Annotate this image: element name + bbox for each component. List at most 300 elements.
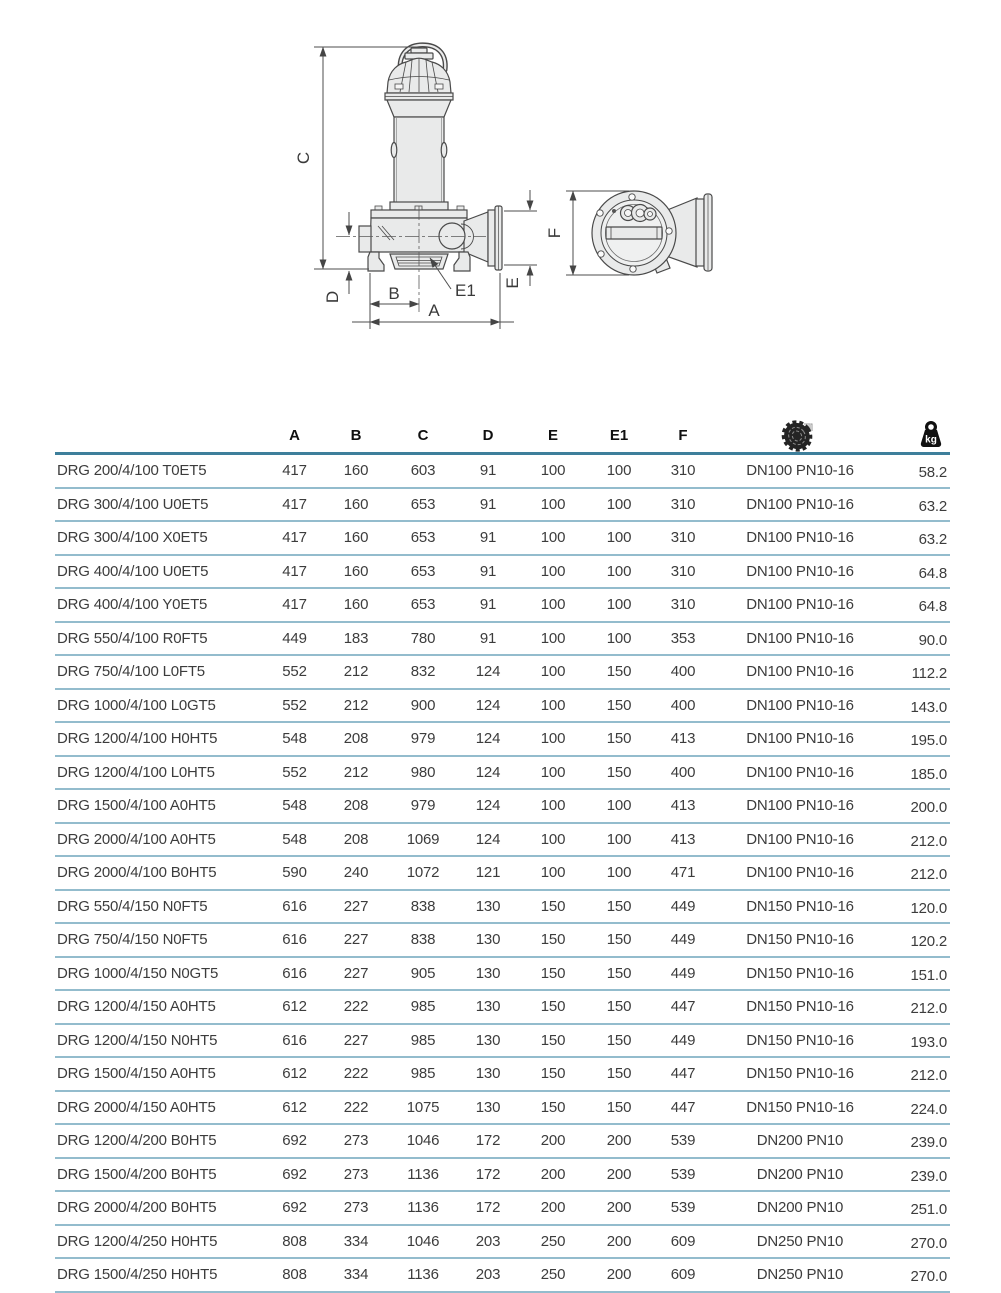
cell-d: 130 [456, 957, 520, 991]
table-row [55, 454, 950, 488]
cell-kg: 212.0 [886, 856, 950, 890]
header-b: B [322, 418, 390, 454]
cell-a: 616 [267, 957, 322, 991]
cell-e: 100 [520, 555, 586, 589]
cell-kg: 251.0 [886, 1191, 950, 1225]
cell-a: 548 [267, 823, 322, 857]
cell-e1: 200 [586, 1124, 652, 1158]
table-row [55, 1225, 950, 1259]
table-row [55, 655, 950, 689]
table-row [55, 756, 950, 790]
header-d: D [456, 418, 520, 454]
cell-d: 172 [456, 1158, 520, 1192]
cell-kg: 63.2 [886, 521, 950, 555]
cell-c: 1075 [390, 1091, 456, 1125]
cell-e: 100 [520, 789, 586, 823]
cell-c: 603 [390, 454, 456, 488]
header-c: C [390, 418, 456, 454]
header-weight [886, 418, 950, 454]
cell-f: 310 [652, 588, 714, 622]
cell-c: 985 [390, 990, 456, 1024]
cell-f: 539 [652, 1191, 714, 1225]
pump-drawing-svg [0, 0, 1001, 400]
dimension-table-body [55, 454, 950, 1292]
header-e: E [520, 418, 586, 454]
cell-d: 130 [456, 990, 520, 1024]
cell-model: DRG 2000/4/150 A0HT5 [55, 1091, 267, 1125]
cell-a: 612 [267, 990, 322, 1024]
cell-kg: 120.2 [886, 923, 950, 957]
cell-dn: DN100 PN10-16 [714, 488, 886, 522]
cell-e: 100 [520, 689, 586, 723]
cell-f: 447 [652, 990, 714, 1024]
flange-icon [780, 418, 820, 452]
cell-dn: DN250 PN10 [714, 1258, 886, 1292]
table-row [55, 588, 950, 622]
cell-e: 150 [520, 990, 586, 1024]
cell-model: DRG 2000/4/100 A0HT5 [55, 823, 267, 857]
cell-a: 616 [267, 890, 322, 924]
cell-d: 124 [456, 789, 520, 823]
table-row [55, 1191, 950, 1225]
cell-model: DRG 200/4/100 T0ET5 [55, 454, 267, 488]
dim-label-a: A [428, 301, 440, 320]
cell-b: 183 [322, 622, 390, 656]
table-row [55, 990, 950, 1024]
cell-e: 100 [520, 823, 586, 857]
cell-e1: 150 [586, 722, 652, 756]
table-row [55, 521, 950, 555]
cell-e: 250 [520, 1258, 586, 1292]
dimension-table [55, 418, 950, 1293]
dim-label-f: F [545, 227, 564, 239]
cell-dn: DN150 PN10-16 [714, 1091, 886, 1125]
cell-dn: DN100 PN10-16 [714, 789, 886, 823]
cell-model: DRG 1500/4/150 A0HT5 [55, 1057, 267, 1091]
cell-dn: DN200 PN10 [714, 1158, 886, 1192]
cell-dn: DN200 PN10 [714, 1191, 886, 1225]
cell-a: 417 [267, 555, 322, 589]
cell-e1: 150 [586, 923, 652, 957]
cell-d: 91 [456, 622, 520, 656]
cell-kg: 239.0 [886, 1124, 950, 1158]
cell-e1: 100 [586, 856, 652, 890]
cell-kg: 120.0 [886, 890, 950, 924]
cell-model: DRG 1200/4/250 H0HT5 [55, 1225, 267, 1259]
cell-model: DRG 1500/4/200 B0HT5 [55, 1158, 267, 1192]
cell-c: 905 [390, 957, 456, 991]
cell-e: 100 [520, 488, 586, 522]
cell-e1: 200 [586, 1225, 652, 1259]
dim-label-e: E [503, 277, 522, 289]
cell-b: 212 [322, 689, 390, 723]
table-header-row [55, 418, 950, 454]
cell-a: 808 [267, 1258, 322, 1292]
cell-e1: 150 [586, 1057, 652, 1091]
pump-top-view [592, 191, 712, 275]
cell-c: 900 [390, 689, 456, 723]
cell-kg: 185.0 [886, 756, 950, 790]
cell-f: 353 [652, 622, 714, 656]
cell-e1: 150 [586, 957, 652, 991]
cell-e: 200 [520, 1191, 586, 1225]
cell-d: 172 [456, 1191, 520, 1225]
cell-b: 222 [322, 990, 390, 1024]
cell-d: 124 [456, 756, 520, 790]
cell-model: DRG 1000/4/100 L0GT5 [55, 689, 267, 723]
cell-kg: 195.0 [886, 722, 950, 756]
cell-b: 222 [322, 1057, 390, 1091]
cell-kg: 200.0 [886, 789, 950, 823]
cell-d: 130 [456, 890, 520, 924]
cell-c: 985 [390, 1057, 456, 1091]
cell-f: 310 [652, 521, 714, 555]
cell-d: 91 [456, 454, 520, 488]
cell-dn: DN200 PN10 [714, 1124, 886, 1158]
cell-kg: 212.0 [886, 823, 950, 857]
cell-d: 91 [456, 588, 520, 622]
header-flange [714, 418, 886, 454]
cell-e1: 150 [586, 890, 652, 924]
cell-dn: DN100 PN10-16 [714, 622, 886, 656]
table-row [55, 722, 950, 756]
cell-b: 222 [322, 1091, 390, 1125]
cell-kg: 90.0 [886, 622, 950, 656]
cell-dn: DN100 PN10-16 [714, 856, 886, 890]
cell-c: 979 [390, 722, 456, 756]
cell-f: 449 [652, 1024, 714, 1058]
table-row [55, 1124, 950, 1158]
cell-d: 130 [456, 1057, 520, 1091]
cell-f: 449 [652, 890, 714, 924]
cell-b: 208 [322, 722, 390, 756]
cell-b: 240 [322, 856, 390, 890]
cell-e: 150 [520, 1057, 586, 1091]
cell-a: 417 [267, 588, 322, 622]
cell-model: DRG 1200/4/100 H0HT5 [55, 722, 267, 756]
cell-dn: DN100 PN10-16 [714, 521, 886, 555]
cell-dn: DN250 PN10 [714, 1225, 886, 1259]
dim-label-d: D [323, 290, 342, 304]
cell-c: 780 [390, 622, 456, 656]
cell-e1: 100 [586, 488, 652, 522]
cell-kg: 212.0 [886, 1057, 950, 1091]
cell-c: 1046 [390, 1225, 456, 1259]
cell-a: 449 [267, 622, 322, 656]
cell-model: DRG 2000/4/200 B0HT5 [55, 1191, 267, 1225]
cell-c: 1069 [390, 823, 456, 857]
header-e1: E1 [586, 418, 652, 454]
cell-e1: 150 [586, 756, 652, 790]
cell-dn: DN100 PN10-16 [714, 588, 886, 622]
table-row [55, 957, 950, 991]
cell-e1: 150 [586, 1091, 652, 1125]
table-row [55, 1258, 950, 1292]
cell-kg: 143.0 [886, 689, 950, 723]
cell-a: 548 [267, 789, 322, 823]
cell-d: 124 [456, 655, 520, 689]
table-row [55, 488, 950, 522]
cell-e1: 100 [586, 622, 652, 656]
cell-e1: 100 [586, 454, 652, 488]
cell-f: 449 [652, 957, 714, 991]
cell-d: 203 [456, 1258, 520, 1292]
cell-model: DRG 750/4/150 N0FT5 [55, 923, 267, 957]
cell-f: 310 [652, 454, 714, 488]
cell-c: 653 [390, 521, 456, 555]
cell-model: DRG 400/4/100 U0ET5 [55, 555, 267, 589]
cell-b: 227 [322, 957, 390, 991]
cell-a: 590 [267, 856, 322, 890]
cell-d: 203 [456, 1225, 520, 1259]
dim-label-b: B [388, 284, 400, 303]
cell-c: 1136 [390, 1191, 456, 1225]
cell-dn: DN100 PN10-16 [714, 823, 886, 857]
svg-text:kg: kg [925, 434, 937, 446]
cell-b: 334 [322, 1225, 390, 1259]
cell-f: 310 [652, 555, 714, 589]
cell-f: 400 [652, 655, 714, 689]
cell-c: 985 [390, 1024, 456, 1058]
cell-dn: DN150 PN10-16 [714, 990, 886, 1024]
cell-d: 130 [456, 1024, 520, 1058]
cell-e1: 200 [586, 1258, 652, 1292]
cell-model: DRG 1000/4/150 N0GT5 [55, 957, 267, 991]
cell-b: 273 [322, 1158, 390, 1192]
cell-dn: DN150 PN10-16 [714, 957, 886, 991]
cell-model: DRG 750/4/100 L0FT5 [55, 655, 267, 689]
cell-dn: DN100 PN10-16 [714, 756, 886, 790]
cell-e: 100 [520, 521, 586, 555]
cell-dn: DN150 PN10-16 [714, 923, 886, 957]
cell-f: 449 [652, 923, 714, 957]
cell-model: DRG 300/4/100 U0ET5 [55, 488, 267, 522]
cell-e: 100 [520, 655, 586, 689]
table-row [55, 555, 950, 589]
cell-b: 208 [322, 789, 390, 823]
cell-kg: 239.0 [886, 1158, 950, 1192]
cell-kg: 193.0 [886, 1024, 950, 1058]
cell-kg: 270.0 [886, 1258, 950, 1292]
cell-d: 124 [456, 722, 520, 756]
cell-e: 250 [520, 1225, 586, 1259]
cell-e: 150 [520, 1091, 586, 1125]
cell-e: 150 [520, 957, 586, 991]
cell-c: 653 [390, 555, 456, 589]
cell-f: 609 [652, 1258, 714, 1292]
cell-b: 208 [322, 823, 390, 857]
cell-a: 552 [267, 756, 322, 790]
cell-d: 172 [456, 1124, 520, 1158]
cell-e1: 200 [586, 1191, 652, 1225]
table-row [55, 1158, 950, 1192]
table-row [55, 789, 950, 823]
cell-f: 310 [652, 488, 714, 522]
cell-e1: 150 [586, 689, 652, 723]
cell-dn: DN150 PN10-16 [714, 890, 886, 924]
cell-f: 400 [652, 756, 714, 790]
cell-e1: 100 [586, 521, 652, 555]
cell-kg: 112.2 [886, 655, 950, 689]
cell-model: DRG 1200/4/150 A0HT5 [55, 990, 267, 1024]
cell-kg: 270.0 [886, 1225, 950, 1259]
cell-c: 1136 [390, 1258, 456, 1292]
cell-f: 447 [652, 1091, 714, 1125]
cell-b: 273 [322, 1124, 390, 1158]
cell-kg: 212.0 [886, 990, 950, 1024]
cell-c: 1072 [390, 856, 456, 890]
cell-e: 150 [520, 923, 586, 957]
cell-e1: 100 [586, 588, 652, 622]
cell-model: DRG 1200/4/150 N0HT5 [55, 1024, 267, 1058]
cell-a: 417 [267, 488, 322, 522]
cell-e1: 150 [586, 1024, 652, 1058]
cell-kg: 64.8 [886, 555, 950, 589]
cell-a: 612 [267, 1091, 322, 1125]
cell-d: 91 [456, 521, 520, 555]
dim-label-c: C [294, 151, 313, 165]
cell-model: DRG 1200/4/200 B0HT5 [55, 1124, 267, 1158]
cell-c: 1046 [390, 1124, 456, 1158]
cell-b: 227 [322, 923, 390, 957]
table-row [55, 622, 950, 656]
cell-e1: 100 [586, 789, 652, 823]
cell-dn: DN100 PN10-16 [714, 722, 886, 756]
cell-c: 832 [390, 655, 456, 689]
cell-e: 200 [520, 1158, 586, 1192]
cell-dn: DN150 PN10-16 [714, 1057, 886, 1091]
cell-dn: DN100 PN10-16 [714, 454, 886, 488]
cell-c: 838 [390, 923, 456, 957]
cell-a: 417 [267, 454, 322, 488]
cell-model: DRG 1500/4/250 H0HT5 [55, 1258, 267, 1292]
cell-a: 692 [267, 1124, 322, 1158]
table-row [55, 1024, 950, 1058]
cell-f: 413 [652, 823, 714, 857]
cell-a: 552 [267, 689, 322, 723]
cell-e1: 200 [586, 1158, 652, 1192]
cell-c: 980 [390, 756, 456, 790]
cell-dn: DN100 PN10-16 [714, 555, 886, 589]
cell-d: 124 [456, 823, 520, 857]
header-model [55, 418, 267, 454]
cell-f: 447 [652, 1057, 714, 1091]
cell-d: 121 [456, 856, 520, 890]
table-row [55, 823, 950, 857]
dim-label-e1: E1 [455, 281, 476, 300]
cell-e: 100 [520, 454, 586, 488]
cell-b: 160 [322, 521, 390, 555]
cell-b: 227 [322, 1024, 390, 1058]
cell-kg: 64.8 [886, 588, 950, 622]
cell-model: DRG 2000/4/100 B0HT5 [55, 856, 267, 890]
weight-kg-icon [918, 421, 944, 449]
cell-d: 91 [456, 555, 520, 589]
cell-d: 91 [456, 488, 520, 522]
cell-model: DRG 1200/4/100 L0HT5 [55, 756, 267, 790]
cell-e: 200 [520, 1124, 586, 1158]
cell-kg: 224.0 [886, 1091, 950, 1125]
cell-f: 539 [652, 1124, 714, 1158]
cell-e: 150 [520, 890, 586, 924]
cell-a: 692 [267, 1191, 322, 1225]
cell-b: 160 [322, 454, 390, 488]
cell-e1: 150 [586, 655, 652, 689]
cell-model: DRG 550/4/150 N0FT5 [55, 890, 267, 924]
cell-f: 471 [652, 856, 714, 890]
cell-c: 838 [390, 890, 456, 924]
cell-e1: 100 [586, 555, 652, 589]
cell-e: 100 [520, 588, 586, 622]
cell-e: 100 [520, 756, 586, 790]
cell-f: 413 [652, 722, 714, 756]
cell-e1: 100 [586, 823, 652, 857]
table-row [55, 890, 950, 924]
cell-b: 160 [322, 555, 390, 589]
cell-f: 400 [652, 689, 714, 723]
cell-model: DRG 300/4/100 X0ET5 [55, 521, 267, 555]
cell-a: 552 [267, 655, 322, 689]
cell-b: 160 [322, 488, 390, 522]
cell-d: 124 [456, 689, 520, 723]
cell-c: 653 [390, 488, 456, 522]
cell-model: DRG 400/4/100 Y0ET5 [55, 588, 267, 622]
cell-a: 808 [267, 1225, 322, 1259]
cell-f: 539 [652, 1158, 714, 1192]
cell-e: 150 [520, 1024, 586, 1058]
cell-c: 979 [390, 789, 456, 823]
cell-b: 160 [322, 588, 390, 622]
pump-dimension-drawing [0, 0, 1001, 400]
table-row [55, 1057, 950, 1091]
cell-b: 334 [322, 1258, 390, 1292]
table-row [55, 923, 950, 957]
cell-e: 100 [520, 722, 586, 756]
cell-kg: 58.2 [886, 454, 950, 488]
header-f: F [652, 418, 714, 454]
cell-e1: 150 [586, 990, 652, 1024]
cell-b: 212 [322, 756, 390, 790]
cell-model: DRG 1500/4/100 A0HT5 [55, 789, 267, 823]
table-row [55, 1091, 950, 1125]
cell-dn: DN100 PN10-16 [714, 689, 886, 723]
cell-a: 692 [267, 1158, 322, 1192]
cell-dn: DN150 PN10-16 [714, 1024, 886, 1058]
cell-kg: 63.2 [886, 488, 950, 522]
cell-e: 100 [520, 622, 586, 656]
cell-a: 616 [267, 1024, 322, 1058]
cell-a: 548 [267, 722, 322, 756]
cell-b: 273 [322, 1191, 390, 1225]
cell-model: DRG 550/4/100 R0FT5 [55, 622, 267, 656]
cell-a: 417 [267, 521, 322, 555]
cell-d: 130 [456, 923, 520, 957]
table-row [55, 689, 950, 723]
pump-side-view [359, 45, 502, 271]
cell-kg: 151.0 [886, 957, 950, 991]
cell-b: 212 [322, 655, 390, 689]
header-a: A [267, 418, 322, 454]
cell-e: 100 [520, 856, 586, 890]
cell-d: 130 [456, 1091, 520, 1125]
cell-dn: DN100 PN10-16 [714, 655, 886, 689]
cell-c: 653 [390, 588, 456, 622]
cell-c: 1136 [390, 1158, 456, 1192]
cell-b: 227 [322, 890, 390, 924]
cell-f: 413 [652, 789, 714, 823]
cell-a: 612 [267, 1057, 322, 1091]
cell-a: 616 [267, 923, 322, 957]
